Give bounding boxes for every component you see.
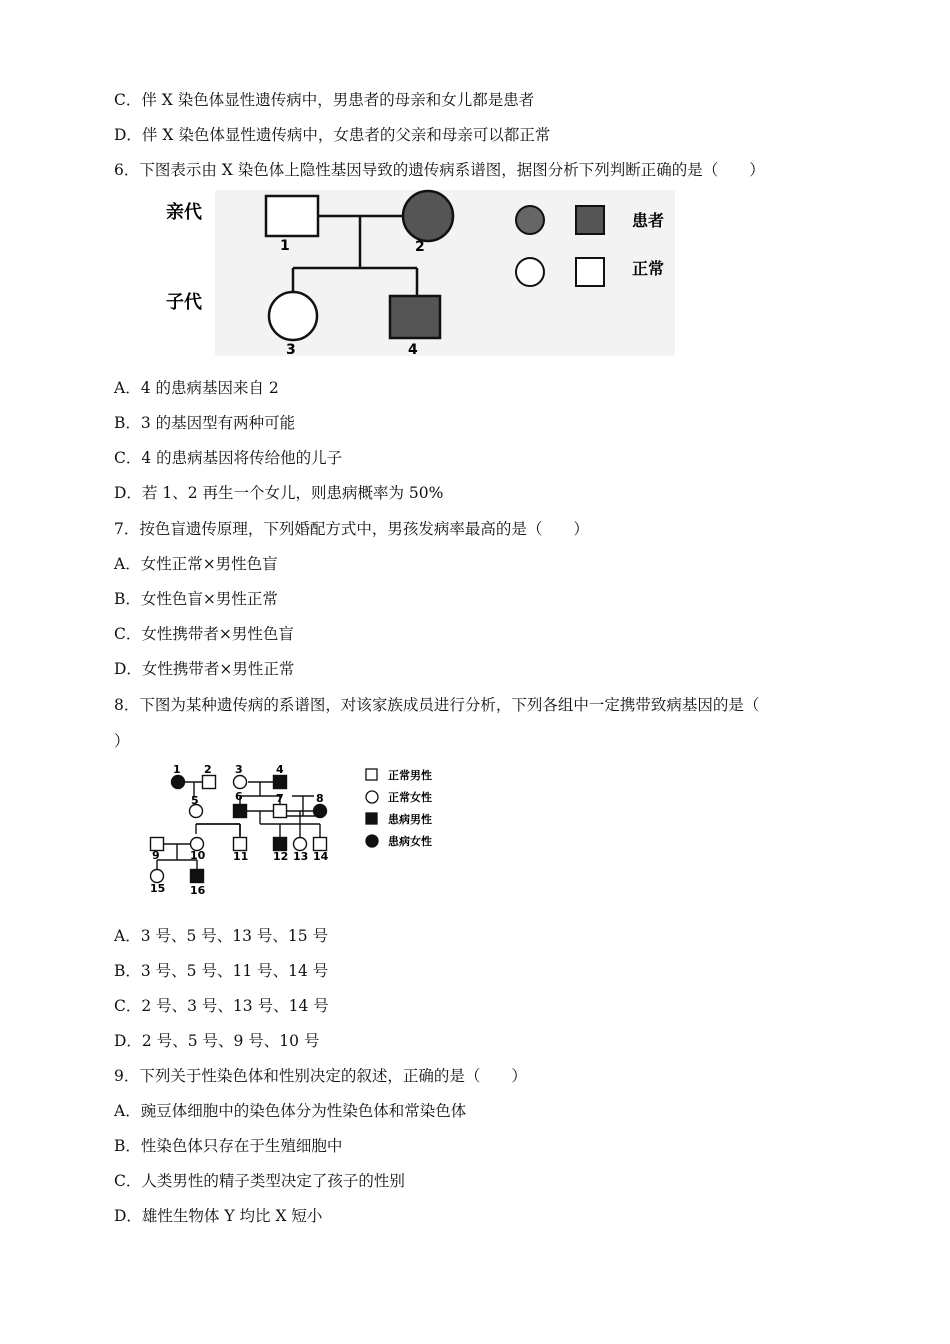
individual-number-13: 13 xyxy=(293,850,309,863)
q9-option-b: B．性染色体只存在于生殖细胞中 xyxy=(114,1137,343,1155)
q6-option-d: D．若 1、2 再生一个女儿，则患病概率为 50% xyxy=(114,484,444,502)
affected-male-12 xyxy=(274,838,287,851)
individual-number-9: 9 xyxy=(152,849,160,862)
individual-number-1: 1 xyxy=(173,763,181,776)
pedigree-8-legend xyxy=(366,768,432,848)
q7-option-c: C．女性携带者×男性色盲 xyxy=(114,625,294,643)
legend-affected-male-label: 患病男性 xyxy=(388,813,432,826)
q8-stem: 8．下图为某种遗传病的系谱图，对该家族成员进行分析，下列各组中一定携带致病基因的是（ xyxy=(114,696,760,714)
individual-number-15: 15 xyxy=(150,882,166,895)
q7-option-b: B．女性色盲×男性正常 xyxy=(114,590,278,608)
q5-option-d: D．伴 X 染色体显性遗传病中，女患者的父亲和母亲可以都正常 xyxy=(114,126,551,144)
individual-number-2: 2 xyxy=(204,763,212,776)
normal-male-11 xyxy=(234,838,247,851)
legend-normal-male-symbol xyxy=(366,769,377,780)
legend-normal-female xyxy=(516,258,544,286)
legend-normal-male-label: 正常男性 xyxy=(388,769,432,782)
legend-normal-male xyxy=(576,258,604,286)
normal-male-7 xyxy=(274,805,287,818)
individual-number-12: 12 xyxy=(273,850,289,863)
individual-number-7: 7 xyxy=(276,792,284,805)
individual-number-4: 4 xyxy=(276,763,284,776)
pedigree-male-4-affected xyxy=(390,296,440,338)
q9-option-a: A．豌豆体细胞中的染色体分为性染色体和常染色体 xyxy=(114,1102,467,1120)
legend-normal-female-label: 正常女性 xyxy=(388,791,432,804)
q8-option-a: A．3 号、5 号、13 号、15 号 xyxy=(114,927,329,945)
normal-female-13 xyxy=(294,838,307,851)
individual-number: 4 xyxy=(408,342,418,358)
individual-number-8: 8 xyxy=(316,792,324,805)
q8-pedigree-figure xyxy=(140,756,460,904)
individual-number-10: 10 xyxy=(190,849,206,862)
q8-option-b: B．3 号、5 号、11 号、14 号 xyxy=(114,962,329,980)
individual-number-14: 14 xyxy=(313,850,329,863)
individual-number-16: 16 xyxy=(190,884,206,897)
q8-stem-continued: ） xyxy=(114,732,130,750)
q7-option-a: A．女性正常×男性色盲 xyxy=(114,555,278,573)
legend-affected-male xyxy=(576,206,604,234)
affected-male-4 xyxy=(274,776,287,789)
q9-option-c: C．人类男性的精子类型决定了孩子的性别 xyxy=(114,1172,405,1190)
legend-affected-female-symbol xyxy=(366,835,378,847)
q6-option-c: C．4 的患病基因将传给他的儿子 xyxy=(114,449,343,467)
q7-stem: 7．按色盲遗传原理，下列婚配方式中，男孩发病率最高的是（ ） xyxy=(114,520,589,538)
legend-normal-female-symbol xyxy=(366,791,378,803)
pedigree-female-2-affected xyxy=(403,191,453,241)
q6-pedigree-figure xyxy=(160,188,680,360)
affected-female-8 xyxy=(314,805,327,818)
q8-option-c: C．2 号、3 号、13 号、14 号 xyxy=(114,997,329,1015)
pedigree-male-1 xyxy=(266,196,318,236)
pedigree-female-3 xyxy=(269,292,317,340)
q6-stem: 6．下图表示由 X 染色体上隐性基因导致的遗传病系谱图，据图分析下列判断正确的是（ ） xyxy=(114,161,765,179)
individual-number: 3 xyxy=(286,342,296,358)
legend-affected-female-label: 患病女性 xyxy=(388,835,432,848)
affected-male-6 xyxy=(234,805,247,818)
legend-normal-label: 正常 xyxy=(632,259,665,278)
label-parent-generation: 亲代 xyxy=(166,202,202,223)
label-child-generation: 子代 xyxy=(166,292,202,313)
q9-option-d: D．雄性生物体 Y 均比 X 短小 xyxy=(114,1207,323,1225)
affected-female-1 xyxy=(172,776,185,789)
individual-number-5: 5 xyxy=(191,794,199,807)
legend-affected-male-symbol xyxy=(366,813,377,824)
affected-male-16 xyxy=(191,870,204,883)
q7-option-d: D．女性携带者×男性正常 xyxy=(114,660,295,678)
individual-number-6: 6 xyxy=(235,790,243,803)
individual-number: 1 xyxy=(280,238,290,254)
individual-number-11: 11 xyxy=(233,850,249,863)
q6-option-b: B．3 的基因型有两种可能 xyxy=(114,414,296,432)
legend-affected-label: 患者 xyxy=(632,211,665,230)
normal-male-14 xyxy=(314,838,327,851)
individual-number: 2 xyxy=(415,239,425,255)
normal-female-3 xyxy=(234,776,247,789)
individual-number-3: 3 xyxy=(235,763,243,776)
q9-stem: 9．下列关于性染色体和性别决定的叙述，正确的是（ ） xyxy=(114,1067,527,1085)
normal-male-2 xyxy=(203,776,216,789)
normal-female-15 xyxy=(151,870,164,883)
legend-affected-female xyxy=(516,206,544,234)
q5-option-c: C．伴 X 染色体显性遗传病中，男患者的母亲和女儿都是患者 xyxy=(114,91,535,109)
q8-option-d: D．2 号、5 号、9 号、10 号 xyxy=(114,1032,320,1050)
q6-option-a: A．4 的患病基因来自 2 xyxy=(114,379,279,397)
